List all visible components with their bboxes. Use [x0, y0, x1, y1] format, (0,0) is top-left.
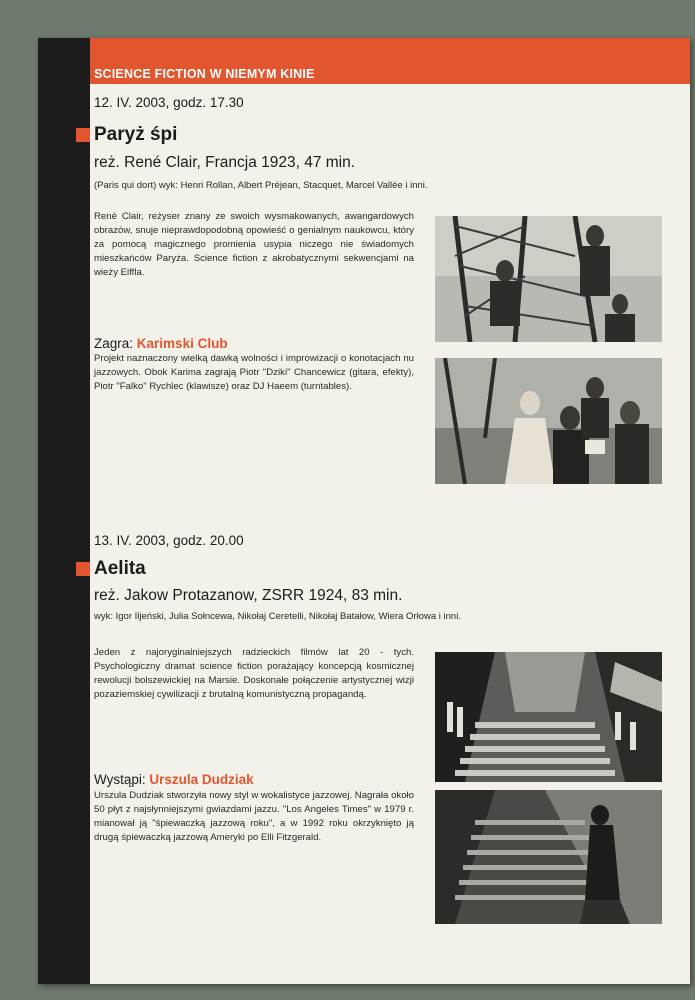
event-1-performer-name: Karimski Club — [136, 336, 228, 351]
event-1-title-text: Paryż śpi — [94, 124, 178, 145]
event-1-description: René Clair, reżyser znany ze swoich wysmakowanych, awangardowych obrazów, snuje nieprawdopodobną opowieść o genialnym naukowcu, który za pomocą magicznego promienia usypia niczego nie świadomych mieszkańców Paryża. Science fiction z akrobatycznymi sekwencjami na wieży Eiffla. — [94, 211, 414, 278]
black-spine — [38, 38, 90, 984]
event-1-performer-label: Zagra: — [94, 336, 134, 351]
square-bullet-icon — [76, 128, 90, 142]
event-2-performer-name: Urszula Dudziak — [149, 772, 254, 787]
film-still-eiffel-climbers — [435, 216, 662, 342]
event-2-cast: wyk: Igor Iljeński, Julia Sołncewa, Nikołaj Ceretelli, Nikołaj Batałow, Wiera Orłowa i inni. — [94, 611, 461, 622]
event-2-title-text: Aelita — [94, 558, 146, 579]
film-still-martian-figure — [435, 790, 662, 924]
event-2-date: 13. IV. 2003, godz. 20.00 — [94, 533, 244, 548]
event-2-performer-label: Wystąpi: — [94, 772, 146, 787]
event-1-performer-text: Projekt naznaczony wielką dawką wolności i improwizacji o konotacjach nu jazzowych. Obok Karima zagrają Piotr "Dziki" Chancewicz (gitara, efekty), Piotr "Falko" Rychlec (klawisze) oraz DJ Haeem (turntables). — [94, 353, 414, 392]
event-2-performer-text: Urszula Dudziak stworzyła nowy styl w wokalistyce jazzowej. Nagrała około 50 płyt z najsłynniejszymi gwiazdami jazzu. "Los Angeles Times" w 1979 r. mianował ją "śpiewaczką jazzową roku", a w 1992 roku okrzyknięto ją drugą śpiewaczką jazzową Ameryki po Elli Fitzgerald. — [94, 790, 414, 843]
event-2-title — [76, 558, 146, 580]
event-1-date: 12. IV. 2003, godz. 17.30 — [94, 95, 244, 110]
header-title: SCIENCE FICTION W NIEMYM KINIE — [94, 67, 315, 81]
event-1-title — [76, 124, 177, 146]
film-still-martian-stairs — [435, 652, 662, 782]
event-2-director: reż. Jakow Protazanow, ZSRR 1924, 83 min. — [94, 587, 403, 604]
event-1-cast: (Paris qui dort) wyk: Henri Rollan, Albert Préjean, Stacquet, Marcel Vallée i inni. — [94, 180, 428, 191]
square-bullet-icon — [76, 562, 90, 576]
event-2-description: Jeden z najoryginalniejszych radzieckich filmów lat 20 - tych. Psychologiczny dramat science fiction porażający koncepcją kosmicznej rewolucji bolszewickiej na Marsie. Doskonałe połączenie artystycznej wizji pozaziemskiej cywilizacji z brutalną komunistyczną propagandą. — [94, 647, 414, 700]
film-still-group-on-tower — [435, 358, 662, 484]
event-1-director: reż. René Clair, Francja 1923, 47 min. — [94, 154, 356, 171]
program-page — [38, 38, 690, 984]
event-1-performer — [94, 336, 228, 351]
event-2-performer — [94, 772, 254, 787]
